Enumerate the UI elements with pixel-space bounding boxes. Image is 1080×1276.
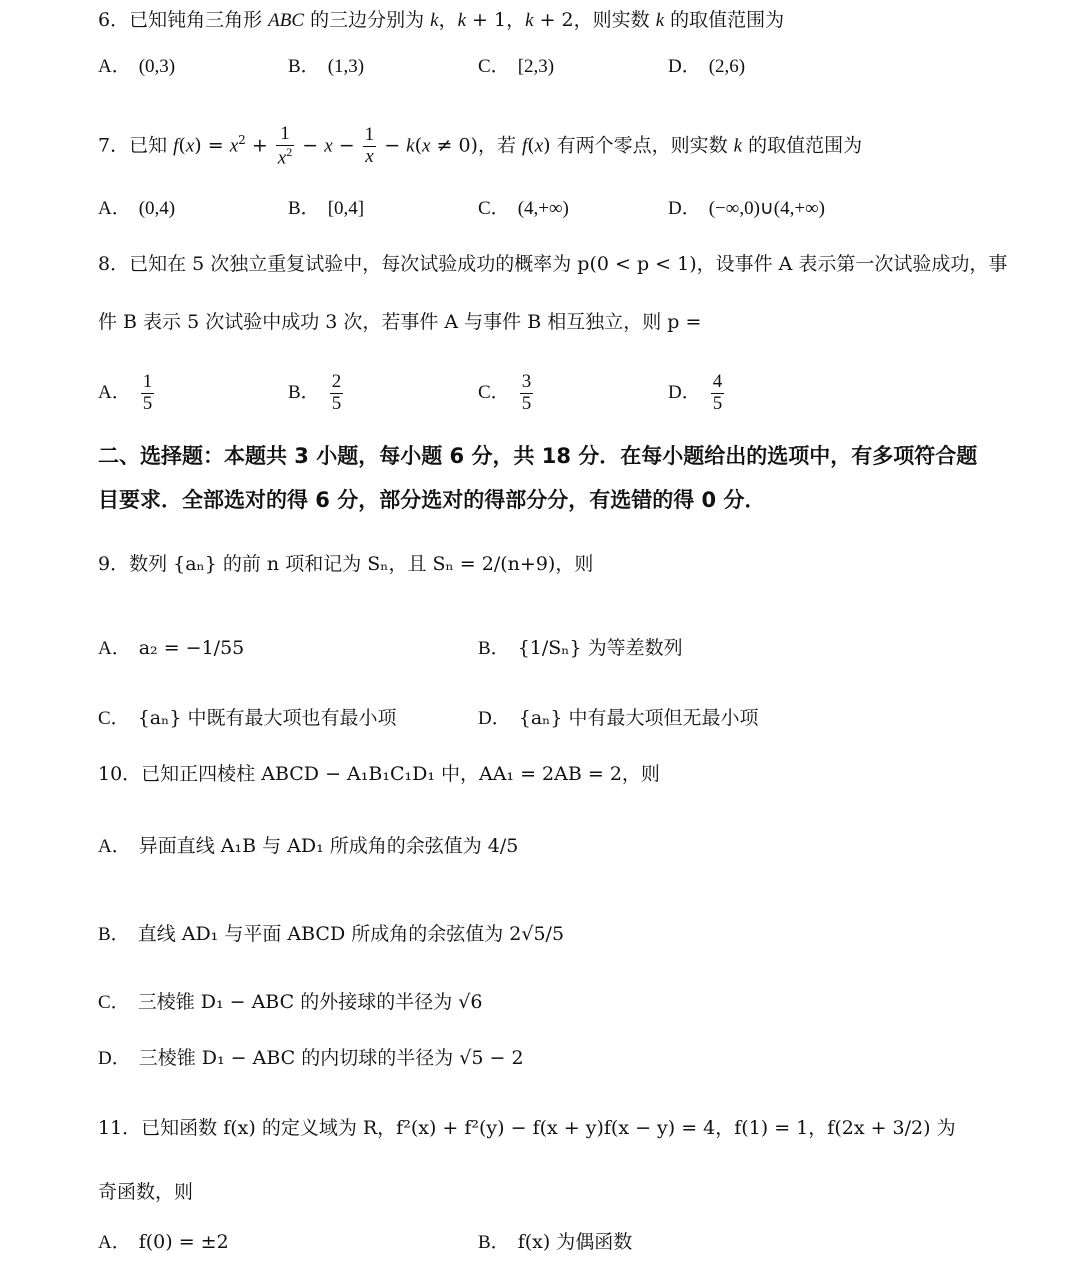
q6-option-c: C． [2,3): [478, 56, 555, 77]
q8-option-d: D． $\frac{4}{5}$: [668, 371, 723, 414]
q8-option-b: B． $\frac{2}{5}$: [288, 371, 342, 414]
q6-option-b: B． (1,3): [288, 56, 365, 77]
q8-option-a: A． $\frac{1}{5}$: [98, 371, 153, 414]
q8-stem-line1: 8．已知在 5 次独立重复试验中，每次试验成功的概率为 p(0 < p < 1)，设事件 A 表示第一次试验成功，事: [98, 253, 1008, 275]
q11-stem-line1: 11．已知函数 f(x) 的定义域为 R，f²(x) + f²(y) − f(x + y)f(x − y) = 4，f(1) = 1，f(2x + 3/2) 为: [98, 1117, 956, 1139]
q10-option-d: D． 三棱锥 D₁ − ABC 的内切球的半径为 √5 − 2: [98, 1047, 524, 1069]
q11-stem-line2: 奇函数，则: [98, 1181, 194, 1203]
q11-option-a: A． f(0) = ±2: [98, 1231, 229, 1253]
section-heading: 二、选择题：本题共 3 小题，每小题 6 分，共 18 分．在每小题给出的选项中，有多项符合题目要求．全部选对的得 6 分，部分选对的得部分分，有选错的得 0 分．: [98, 444, 978, 512]
q7-stem: 7．已知 $f(x) = x^2$ + $\frac{1}{x^2}$ − x − $\frac{1}{x}$ − k(x ≠ 0)，若 f(x) 有两个零点，则实数 k 的取值范围为: [98, 122, 863, 168]
q10-option-b: B． 直线 AD₁ 与平面 ABCD 所成角的余弦值为 2√5/5: [98, 923, 565, 945]
q9-option-b: B． {1/Sₙ} 为等差数列: [478, 637, 683, 659]
q7-option-b: B． [0,4]: [288, 198, 365, 219]
q10-option-a: A． 异面直线 A₁B 与 AD₁ 所成角的余弦值为 4/5: [98, 835, 519, 857]
q9-option-c: C． {aₙ} 中既有最大项也有最小项: [98, 707, 397, 729]
q9-stem: 9．数列 {aₙ} 的前 n 项和记为 Sₙ，且 Sₙ = 2/(n+9)，则: [98, 553, 594, 575]
q6-option-d: D． (2,6): [668, 56, 746, 77]
q7-option-c: C． (4,+∞): [478, 198, 569, 219]
q11-option-b: B． f(x) 为偶函数: [478, 1231, 633, 1253]
q8-stem-line2: 件 B 表示 5 次试验中成功 3 次，若事件 A 与事件 B 相互独立，则 p =: [98, 311, 702, 333]
q6-stem: 6．已知钝角三角形 ABC 的三边分别为 k，k + 1，k + 2，则实数 k 的取值范围为: [98, 9, 785, 31]
q7-option-a: A． (0,4): [98, 198, 176, 219]
q7-option-d: D． (−∞,0)∪(4,+∞): [668, 198, 825, 219]
q10-option-c: C． 三棱锥 D₁ − ABC 的外接球的半径为 √6: [98, 991, 483, 1013]
q8-option-c: C． $\frac{3}{5}$: [478, 371, 532, 414]
q6-option-a: A． (0,3): [98, 56, 176, 77]
q9-option-a: A． a₂ = −1/55: [98, 637, 245, 659]
q10-stem: 10．已知正四棱柱 ABCD − A₁B₁C₁D₁ 中，AA₁ = 2AB = 2，则: [98, 763, 660, 785]
q9-option-d: D． {aₙ} 中有最大项但无最小项: [478, 707, 759, 729]
